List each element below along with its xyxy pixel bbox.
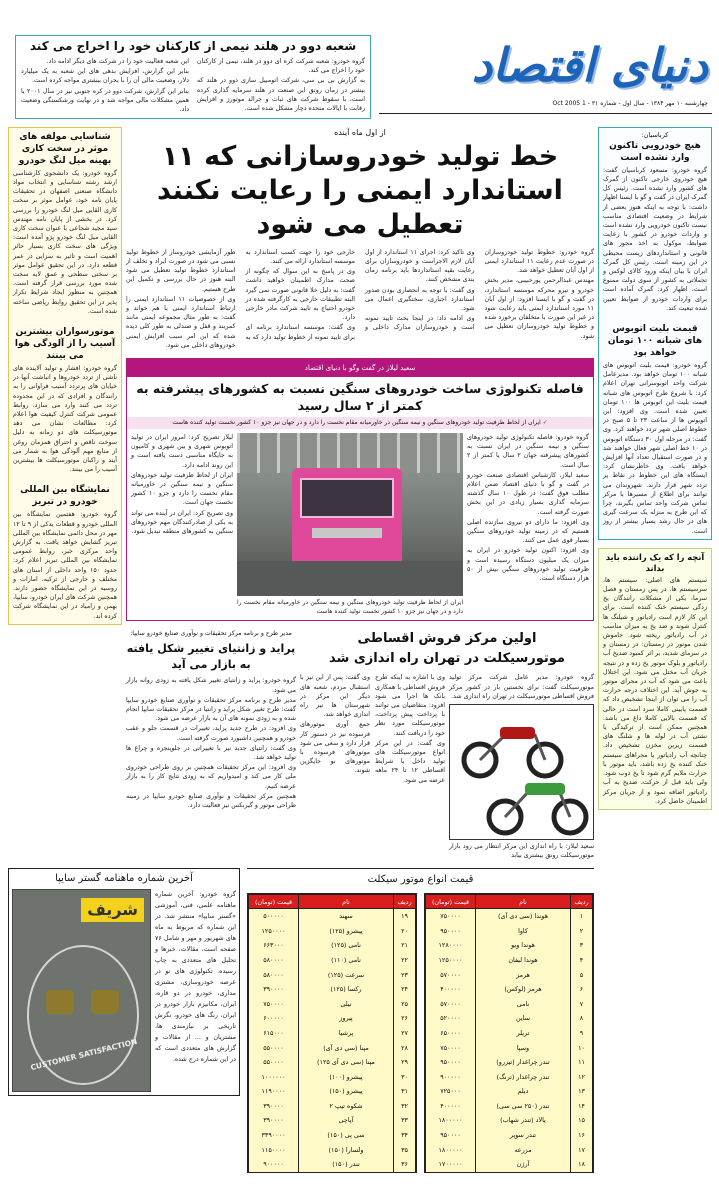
price: ۳۹۰۰۰۰	[249, 1099, 299, 1114]
table-row	[426, 1113, 593, 1128]
row-number: ۲۶	[394, 1011, 416, 1026]
price: ۹۰۰۰۰۰	[426, 1069, 476, 1084]
lead-story	[126, 127, 594, 350]
table-row	[426, 967, 593, 982]
price: ۱۱۵۰۰۰۰	[249, 1142, 299, 1157]
magazine-body: گروه خودرو: آخرین شماره ماهنامه علمی، فنی، آموزشی «گستر سایپا» منتشر شد. در این شماره که مربوط به ماه های شهریور و مهر و شامل ۷۶ صفحه است، مقالات، خبرها و تحلیل های متعددی به چاپ رسیده. تکنولوژی های نو در عرصه خودروسازی، مشتری مداری، خودرو در دو قاره، ایران، مکانیزم بازار خودرو در ایران، رنگ های خودرو، نگرش تاریخی بر نیازمندی ها، مشتریان و ... از مقالات و گزارش های متعددی است که در این شماره درج شده.	[155, 891, 236, 1064]
check-icon: ✓	[540, 418, 548, 426]
magazine-content	[12, 889, 236, 1092]
column-header: قیمت (تومان)	[249, 895, 299, 909]
column-header: نام	[476, 895, 571, 909]
center-column	[126, 127, 594, 861]
paragraph: به گزارش بی بی سی، شرکت اتومبیل سازی دوو در هلند که بیشتر در زمان رونق این صنعت در هلند سرمایه گذاری کرده است، با سقوط شرکت های ثبات و جرالد موتورز و افزایش رقابت با ایالات متحده دچار مشکل شده است.	[197, 77, 365, 113]
model-name: نامی (۱۲۵)	[299, 938, 394, 953]
price: ۴۰۰۰۰۰	[426, 982, 476, 997]
driver-tips-body: سیستم های اصلی: سیستم ها، سرسیستم ها. در پس زمستان و فصل سرما، یکی از مشکلات رانندگان یخ زدگی سیستم خنک کننده است. برای این کار لازم است رادیاتور و شیلنگ ها کنترل شوند و ضد یخ به میزان مناسب در آب رادیاتور ریخته شود. خاموش شدن موتور در زمستان: در زمستان و در سرمای شدید، بر اثر کمبود ضدیخ آب رادیاتور و بلوک موتور یخ زده و در نتیجه جریان آب مختل می شود. این اختلال باعث می شود که آب در مجرای موتور به جوش آید. این اختلاف درجه حرارت آب را می توان از اینجا تشخیص داد که قسمت پایینی کاملا سرد است در حالی که قسمت بالایی کاملا داغ می باشد. همچنین ممکن است از ترکیدگی یا نشتی آب در لوله ها و شلنگ های قسمت زیرین مخزن تشخیص داد. چنانچه آب رادیاتور یا مجراهای سیستم خنک کننده یخ زده باشد، باید موتور با حرارت ملایم گرم شود تا یخ ذوب شود. ولی باید قبل از حرکت، ضدیخ به آب رادیاتور اضافه نمود و از جریان مرکز اطمینان حاصل کرد.	[603, 576, 707, 805]
paragraph: ایران از لحاظ ظرفیت تولید خودروهای سنگین و نیمه سنگین در خاورمیانه مقام نخست را دارد و جزو ۱۰ کشور نخست جهان است.	[131, 471, 233, 507]
row-number: ۲۷	[394, 1026, 416, 1041]
model-name: پیشرو (۱۲۵)	[299, 923, 394, 938]
price: ۵۵۰۰۰۰	[249, 1040, 299, 1055]
table-row	[249, 909, 416, 924]
model-name: آپاچی	[299, 1113, 394, 1128]
model-name: تندر (۲۵۰ سی سی)	[476, 1099, 571, 1114]
model-name: سهند	[299, 909, 394, 924]
model-name: مپنا (سی دی آی ۱۲۵)	[299, 1055, 394, 1070]
table-row	[249, 1026, 416, 1041]
pride-article	[126, 629, 296, 811]
interview-headline: فاصله تکنولوژی ساخت خودروهای سنگین نسبت به کشورهای پیشرفته به کمتر از ۲ سال رسید	[136, 380, 584, 413]
paragraph: وی از خصوصیات ۱۱ استاندارد ایمنی را ارتباط استاندارد ایمنی با هم خواند و گفت: به طور مثال مجموعه ایمنی مانند کمربند و قفل و صندلی به طور کلی دیده شده که این امر سبب افزایش ایمنی خودروهای داخلی می شود.	[126, 295, 236, 349]
paragraph: وی با اشاره به اینکه طرح فروش اقساطی با همکاری بانک ها اجرا می شود افزود: متقاضیان می توانند با پرداخت پیش پرداخت، موتورسیکلت مورد نظر خود را دریافت کنند.	[375, 674, 445, 737]
magazine-cover	[12, 889, 151, 1092]
column-header: ردیف	[571, 895, 593, 909]
price: ۱۸۰۰۰۰۰	[426, 1113, 476, 1128]
photo-block	[237, 433, 463, 616]
row-number: ۳۱	[394, 1084, 416, 1099]
price: ۴۰۰۰۰۰	[426, 1099, 476, 1114]
table-row	[426, 1157, 593, 1172]
row-number: ۲۵	[394, 996, 416, 1011]
car-left	[46, 990, 74, 1014]
row-number: ۲	[571, 923, 593, 938]
paragraph: وی افزود: اکنون تولید خودرو در ایران به میزان یک میلیون دستگاه رسیده است و ظرفیت تولید خودروهای سنگین بیش از ۵۰ هزار دستگاه است.	[467, 547, 589, 582]
row-number: ۶	[571, 982, 593, 997]
pride-headline: پراید و زانتیای تغییر شکل یافته به بازار می آید	[126, 642, 296, 672]
right-column-news	[598, 127, 712, 540]
article-body: گروه خودرو: مسعود کرباسیان گفت: هیچ خودروی خارجی تاکنون از گمرک های کشور وارد نشده است. رئیس کل گمرک ایران در گفت و گو با ایسنا اظهار داشت: با توجه به اینکه هنوز بعضی از شرایط در وضعیت اقتصادی مناسب نیست تاکنون خودرویی وارد نشده است و واردات خودرو در کشور با رعایت ضوابط، موکول به اخذ مجوز های قانونی و استانداردهای زیست محیطی در این زمینه است. رئیس کل گمرک ایران با بیان اینکه ورود کالای لوکس و تجملاتی به کشور از سوی دولت ممنوع است، اظهار کرد: گمرک آماده است برای واردات خودرو از ضوابط تعیین شده تبعیت کند.	[603, 166, 707, 312]
model-name: پیشرو (۱۰۰)	[299, 1069, 394, 1084]
row-number: ۱۲	[571, 1069, 593, 1084]
row-number: ۱۱	[571, 1055, 593, 1070]
paragraph: گروه خودرو: شعبه شرکت کره ای دوو در هلند، نیمی از کارکنان خود را اخراج می کند.	[197, 58, 365, 75]
paragraph: وی گفت: در این مرکز انواع موتورسیکلت های تولید داخل با شرایط اقساطی ۱۲ تا ۲۴ ماهه عرضه می شود.	[375, 739, 445, 784]
price: ۶۱۵۰۰۰	[249, 1026, 299, 1041]
paragraph: وی گفت: موسسه استاندارد برنامه ای برای تایید نمونه از خطوط تولید دارد که به طور آزمایشی خودروساز از خطوط تولید نسبی می شود در صورت ایراد و تخلف از استاندارد خطوط تولید تعطیل می شود البته هنوز در حال بررسی و تکمیل این طرح هستیم.	[126, 248, 355, 341]
price: ۵۷۰۰۰۰	[426, 967, 476, 982]
model-name: مزرعه	[476, 1142, 571, 1157]
pride-body	[126, 676, 296, 810]
interview-lead-text: ایران از لحاظ ظرفیت تولید خودروهای سنگین و نیمه سنگین در خاورمیانه مقام نخست را دارد و در جهان نیز جزو ۱۰ کشور نخست تولید کننده هاست	[172, 418, 541, 426]
paragraph: همچنین مرکز تحقیقات و نوآوری صنایع خودرو سایپا در زمینه طراحی موتور و گیربکس نیز فعالیت دارد.	[126, 792, 296, 809]
paragraph: لیلاز تصریح کرد: امروز ایران در تولید اتوبوس شهری و بین شهری و کامیون به جایگاه مناسبی دست یافته است و این روند ادامه دارد.	[131, 433, 233, 469]
row-number: ۲۸	[394, 1040, 416, 1055]
column-header: ردیف	[394, 895, 416, 909]
table-row	[249, 1055, 416, 1070]
table-row	[426, 1084, 593, 1099]
interview-band: سعید لیلاز در گفت وگو با دنیای اقتصاد	[127, 359, 593, 377]
price: ۱۰۰۰۰۰۰	[249, 1069, 299, 1084]
row-number: ۳۵	[394, 1142, 416, 1157]
model-name: وسپا	[476, 1040, 571, 1055]
price: ۱۸۰۰۰۰۰	[426, 1142, 476, 1157]
row-number: ۱۸	[571, 1157, 593, 1172]
table-row	[249, 996, 416, 1011]
main-row	[8, 127, 712, 1173]
price: ۱۲۸۰۰۰۰	[426, 938, 476, 953]
table-row	[426, 1099, 593, 1114]
paragraph: گروه خودرو: فاصله تکنولوژی تولید خودروهای سنگین و نیمه سنگین در ایران نسبت به کشورهای پیشرفته جهان ۲ سال یا کمتر از ۲ سال است.	[467, 433, 589, 469]
model-name: هوندا لیفان	[476, 953, 571, 968]
moto-article	[300, 629, 594, 860]
model-name: دیلم	[476, 1084, 571, 1099]
paragraph: جمع آوری موتورهای فرسوده نیز در دستور کار قرار دارد و سعی می شود موتورهای فرسوده با موتورهای نو جایگزین شوند.	[300, 721, 370, 775]
paragraph: وی افزود: ما دارای دو نیروی سازنده اصلی هستیم که در زمینه تولید خودروهای سنگین بسیار قوی عمل می کنند.	[467, 518, 589, 545]
price-rule	[247, 868, 594, 869]
cover-logo: شریف	[81, 898, 144, 922]
paragraph: بنابر این گزارش، افزایش بدهی های این شعبه به یک میلیارد دلار، وضعیت مالی آن را با بحران بیشتری مواجه کرده است.	[21, 68, 189, 85]
paragraph: بنابر این گزارش، شرکت دوو در کره جنوبی نیز در سال ۲۰۰۱ با همین مشکلات مالی مواجه شد و در نهایت ورشکستگی وضعیت داد.	[21, 87, 189, 114]
model-name: سی پی (۱۵۰)	[299, 1128, 394, 1143]
row-number: ۹	[571, 1026, 593, 1041]
model-name: پیروز	[299, 1011, 394, 1026]
table-row	[426, 1011, 593, 1026]
paragraph: این شعبه فعالیت خود را در شرکت های دیگر ادامه داد.	[46, 58, 189, 65]
model-name: نامی (۱۱۰)	[299, 953, 394, 968]
price: ۱۱۹۰۰۰۰	[249, 1084, 299, 1099]
table-row	[426, 1040, 593, 1055]
dateline: چهارشنبه ۱۰ مهر ۱۳۸۴ - سال اول - شماره ۳۱ - 1 Oct 2005	[552, 100, 708, 107]
article-body: گروه خودرو: هفتمین نمایشگاه بین المللی خودرو و قطعات یدکی از ۹ تا ۱۲ مهر در محل دائمی نمایشگاه بین المللی تبریز گشایش خواهد یافت. به گزارش واحد مرکزی خبر، روابط عمومی نمایشگاه بین المللی تبریز اعلام کرد: حدود ۱۵۰ واحد داخلی از استان های مختلف و خارجی از ترکیه، امارات و روسیه در این نمایشگاه حضور دارند. همچنین شرکت های ایران خودرو، سایپا، بهمن و زامیاد در این نمایشگاه شرکت کرده اند.	[13, 511, 117, 620]
price: ۵۸۰۰۰۰	[249, 967, 299, 982]
column-header: نام	[299, 895, 394, 909]
moto-body	[300, 673, 445, 784]
price: ۹۵۰۰۰۰	[426, 923, 476, 938]
bottom-row	[8, 868, 594, 1172]
model-name: نامی	[476, 996, 571, 1011]
price: ۱۷۰۰۰۰۰	[426, 1157, 476, 1172]
table-row	[249, 1113, 416, 1128]
article-body: گروه خودرو: قیمت بلیت اتوبوس های شبانه ۱۰۰ تومان خواهد بود. مدیرعامل شرکت واحد اتوبوسرانی تهران اعلام کرد: با شروع طرح اتوبوس های شبانه قیمت بلیت این اتوبوس ها ۱۰۰ تومان تعیین شده است. وی افزود: این اتوبوس ها از ساعت ۲۳ تا ۵ صبح در خطوط اصلی شهر تردد خواهند کرد. وی گفت: در مرحله اول ۳۰ دستگاه اتوبوس در ۱۰ خط اصلی شهر فعال خواهند شد و در صورت استقبال تعداد آنها افزایش خواهد یافت. وی خاطرنشان کرد: ایستگاه های این خطوط در نقاط پر تردد شهر قرار دارند. شهروندان می توانند برای اطلاع از مسیرها با مرکز تماس شرکت واحد تماس بگیرند، چرا که این طرح به منزله یک سرعت گیری های در حال رشد بسیار بیشتر از روز است.	[603, 361, 707, 535]
cover-text: CUSTOMER SATISFACTION	[29, 1037, 139, 1073]
row-number: ۲۴	[394, 982, 416, 997]
table-row	[426, 982, 593, 997]
top-news-headline: شعبه دوو در هلند نیمی از کارکنان خود را اخراج می کند	[29, 39, 357, 53]
table-row	[426, 923, 593, 938]
row-number: ۳۰	[394, 1069, 416, 1084]
paragraph: وی در پاسخ به این سوال که چگونه از صحت مدارک اطمینان خواهید داشت گفت: به دلیل خلا قانونی صورت نمی گیرد البته تطبیقات خارجی به کارگرفته شده در خودرو احتیاج به تایید شرکت مادر خارجی دارد.	[245, 268, 355, 322]
paragraph: مدیر طرح و برنامه مرکز تحقیقات و نوآوری صنایع خودرو سایپا گفت: طرح تغییر شکل پراید و زانتیا در مرکز تحقیقات سایپا انجام شده و به زودی نمونه های آن به بازار عرضه می شود.	[126, 696, 296, 723]
price-section	[247, 868, 594, 1172]
model-name: هرمز (لوکس)	[476, 982, 571, 997]
interview-lead	[127, 417, 593, 429]
price: ۹۰۰۰۰۰	[249, 1157, 299, 1172]
price-table-a	[424, 893, 594, 1172]
row-number: ۱۳	[571, 1084, 593, 1099]
price: ۷۵۰۰۰۰	[426, 1040, 476, 1055]
interview-body-left	[131, 433, 233, 537]
table-row	[426, 909, 593, 924]
table-row	[249, 1128, 416, 1143]
moto-right	[449, 673, 594, 860]
row-number: ۱۰	[571, 1040, 593, 1055]
magazine-box	[8, 868, 240, 1096]
motorcycle-photo	[449, 704, 594, 840]
content-row	[8, 127, 594, 861]
price-table-b	[247, 893, 417, 1172]
article-headline: نمایشگاه بین المللی خودرو در تبریز	[20, 485, 110, 508]
row-number: ۲۲	[394, 953, 416, 968]
table-row	[249, 953, 416, 968]
table-row	[249, 1099, 416, 1114]
bus-body	[292, 468, 402, 563]
lead-headline: خط تولید خودروسازانی که ۱۱ استاندارد ایمنی را رعایت نکنند تعطیل می شود	[157, 140, 563, 240]
row-number: ۲۳	[394, 967, 416, 982]
price: ۶۶۳۰۰۰	[249, 938, 299, 953]
paragraph: گروه خودرو: پراید و زانتیای تغییر شکل یافته به زودی روانه بازار می شود.	[126, 677, 296, 694]
price: ۹۵۰۰۰۰	[426, 1055, 476, 1070]
photo-caption: ایران از لحاظ ظرفیت تولید خودروهای سنگین و نیمه سنگین در خاورمیانه مقام نخست را دارد و در جهان نیز جزو ۱۰ کشور نخست تولید کننده هاست	[237, 598, 463, 616]
table-row	[249, 1084, 416, 1099]
price: ۳۹۰۰۰۰	[249, 982, 299, 997]
price: ۷۲۵۰۰۰	[426, 1084, 476, 1099]
paragraph: وی افزود: در طرح جدید پراید، تغییرات در قسمت جلو و عقب خودرو و همچنین داشبورد صورت گرفته است.	[126, 725, 296, 742]
price: ۵۰۰۰۰۰	[249, 909, 299, 924]
masthead	[379, 35, 712, 114]
price: ۵۵۰۰۰۰	[249, 1055, 299, 1070]
row-number: ۲۹	[394, 1055, 416, 1070]
lead-body	[126, 248, 594, 350]
row-number: ۲۱	[394, 938, 416, 953]
row-number: ۳۳	[394, 1113, 416, 1128]
price: ۱۲۵۰۰۰۰	[426, 953, 476, 968]
article-headline: هیچ خودرویی تاکنون وارد نشده است	[609, 140, 701, 163]
model-name: هوندا ویو	[476, 938, 571, 953]
bus-photo	[237, 433, 463, 596]
lead-kicker: از اول ماه آینده	[334, 127, 386, 137]
table-row	[426, 1142, 593, 1157]
row-number: ۱۶	[571, 1128, 593, 1143]
interview-content	[127, 429, 593, 620]
price: ۳۹۰۰۰۰	[249, 1113, 299, 1128]
paragraph: وی گفت: پس از این نیز با استقبال مردم، شعبه های دیگر این مرکز در شهرستان ها نیز راه اندازی خواهد شد.	[300, 674, 370, 719]
article-kicker: کرباسیان:	[641, 130, 669, 139]
model-name: نیلی	[299, 996, 394, 1011]
pride-kicker: مدیر طرح و برنامه مرکز تحقیقات و نوآوری صنایع خودرو سایپا:	[130, 630, 292, 638]
table-row	[426, 996, 593, 1011]
factory-floor	[237, 561, 463, 596]
table-row	[426, 1026, 593, 1041]
driver-tips-headline: آنچه را که یک راننده باید بداند	[605, 551, 705, 573]
paragraph: سعید لیلاز، کارشناس اقتصادی صنعت خودرو در گفت و گو با دنیای اقتصاد ضمن اعلام مطلب فوق گفت: در طول ۱۰ سال گذشته سرمایه گذاری بسیار زیادی در این بخش صورت گرفته است.	[467, 471, 589, 516]
column-header: قیمت (تومان)	[426, 895, 476, 909]
content-wrap	[8, 127, 594, 1173]
car-right	[91, 990, 119, 1014]
table-row	[249, 967, 416, 982]
paragraph: وی تاکید کرد: اجرای ۱۱ استاندارد از اول آبان لازم الاجراست و خودروسازان برای رعایت بقیه استانداردها باید برنامه زمان بندی مشخص کنند.	[365, 248, 475, 284]
table-row	[249, 982, 416, 997]
row-number: ۴	[571, 953, 593, 968]
model-name: هوندا (سی دی آی)	[476, 909, 571, 924]
row-number: ۵	[571, 967, 593, 982]
price-title: قیمت انواع موتور سیکلت	[367, 874, 474, 886]
row-number: ۱۹	[394, 909, 416, 924]
table-row	[249, 1069, 416, 1084]
interview-body-right	[467, 433, 589, 584]
moto-content	[300, 673, 594, 860]
row-number: ۲۰	[394, 923, 416, 938]
model-name: مپنا (سی دی آی)	[299, 1040, 394, 1055]
masthead-logo: دنیای اقتصاد	[471, 38, 708, 92]
price: ۷۵۰۰۰۰	[249, 996, 299, 1011]
driver-tips-box	[598, 548, 712, 810]
price: ۷۵۰۰۰۰	[426, 909, 476, 924]
header-row	[8, 35, 712, 119]
model-name: ساین	[476, 1011, 571, 1026]
table-row	[426, 1128, 593, 1143]
model-name: تندر چراغدار (ترنگ)	[476, 1069, 571, 1084]
model-name: رکسا (۱۲۵)	[299, 982, 394, 997]
top-news-body	[21, 57, 365, 115]
moto-caption: سعید لیلاز: با راه اندازی این مرکز انتظار می رود بازار موتورسیکلت رونق بیشتری بیابد	[449, 842, 594, 860]
price: ۵۷۰۰۰۰	[426, 996, 476, 1011]
article-headline: شناسایی مولفه های موثر در سخت کاری بهینه میل لنگ خودرو	[18, 131, 112, 166]
price: ۳۳۹۰۰۰۰	[249, 1128, 299, 1143]
interview-box	[126, 358, 594, 621]
paragraph: وی افزود: این مرکز تحقیقات همچنین بر روی طراحی خودروی ملی کار می کند و امیدواریم که به زودی نتایج کار را به بازار عرضه کنیم.	[126, 764, 296, 790]
row-number: ۱۵	[571, 1113, 593, 1128]
magazine-title: آخرین شماره ماهنامه گستر سایپا	[55, 873, 193, 885]
right-column	[598, 127, 712, 810]
moto-headline: اولین مرکز فروش اقساطی موتورسیکلت در تهران راه اندازی شد	[329, 631, 565, 667]
model-name: تندر چراغدار (تیزرو)	[476, 1055, 571, 1070]
motorcycles-image	[450, 705, 593, 839]
model-name: تندر سوپر	[476, 1128, 571, 1143]
price: ۱۲۵۰۰۰۰	[249, 923, 299, 938]
table-row	[249, 1011, 416, 1026]
left-column	[8, 127, 122, 625]
price: ۹۵۰۰۰۰	[426, 1128, 476, 1143]
table-row	[249, 1040, 416, 1055]
price: ۵۸۰۰۰۰	[249, 953, 299, 968]
model-name: تریلر	[476, 1026, 571, 1041]
row-number: ۱۷	[571, 1142, 593, 1157]
table-row	[426, 953, 593, 968]
price-tables	[247, 893, 594, 1172]
row-number: ۳۶	[394, 1157, 416, 1172]
paragraph: وی ادامه داد: در اینجا بحث تایید نمونه است و خودروسازان مدارک داخلی و خارجی خود را جهت کسب استاندارد به موسسه استاندارد ارائه می کنند.	[245, 248, 475, 332]
paragraph: وی تصریح کرد: ایران در آینده می تواند به یکی از صادرکنندگان مهم خودروهای سنگین به کشورهای منطقه تبدیل شود.	[131, 509, 233, 535]
moto-body-right: گروه خودرو: مدیر عامل شرکت مرکز تولید موتورسیکلت گفت: برای نخستین بار در کشور مرکز فروش اقساطی موتورسیکلت در تهران راه اندازی شد.	[449, 674, 594, 700]
bottom-articles	[126, 629, 594, 860]
price: ۵۲۰۰۰۰	[426, 1011, 476, 1026]
table-row	[426, 1055, 593, 1070]
article-body: گروه خودرو: یک دانشجوی کارشناسی ارشد رشته شناسایی و انتخاب مواد دانشگاه صنعتی اصفهان در تحقیقات پایان نامه خود، عوامل موثر بر سخت کاری القایی میل لنگ خودرو را بررسی کرد. در بخشی از پایان نامه مهندس سید مجید شجاعی با عنوان سخت کاری القایی میل لنگ خودرو پژو آمده است: ویژگی های سخت کاری بسیار حائز اهمیت است و تاثیر به سزایی در عمر قطعه دارد. در این تحقیق عوامل موثر بر سختی سطحی و عمق لایه سخت شده مورد بررسی قرار گرفته است. همچنین به منظور ایجاد شرایط تکرار پذیر در این تحقیق روابط ریاضی ساخته شده است.	[13, 169, 117, 315]
model-name: تندر (۱۵۰)	[299, 1157, 394, 1172]
article-headline: موتورسواران بیشترین آسیب را از آلودگی هوا می بینند	[14, 326, 116, 361]
table-row	[426, 938, 593, 953]
model-name: شکوه تیپ ۲	[299, 1099, 394, 1114]
model-name: کاوا	[476, 923, 571, 938]
row-number: ۷	[571, 996, 593, 1011]
model-name: آرژن	[476, 1157, 571, 1172]
table-row	[249, 938, 416, 953]
model-name: سرعت (۱۲۵)	[299, 967, 394, 982]
factory-frame	[237, 433, 463, 473]
row-number: ۳۲	[394, 1099, 416, 1114]
table-row	[249, 923, 416, 938]
paragraph: مهندس عبدالرحمن پورحبیبی، مدیر بخش خودرو و نیرو محرکه موسسه استاندارد، در گفت و گو با ایسنا افزود: از اول آبان ۱۱ مورد استاندارد ایمنی باید رعایت شود در غیر این صورت با متخلفان برخورد شده و خطوط تولید خودروسازان تعطیل می شود.	[484, 277, 594, 340]
row-number: ۳۴	[394, 1128, 416, 1143]
row-number: ۳	[571, 938, 593, 953]
paragraph: گروه خودرو: خطوط تولید خودروسازان در صورت عدم رعایت ۱۱ استاندارد ایمنی از اول آبان تعطیل خواهد شد.	[484, 248, 594, 275]
row-number: ۱	[571, 909, 593, 924]
row-number: ۱۴	[571, 1099, 593, 1114]
paragraph: وی گفت: زانتیای جدید نیز با تغییراتی در جلوپنجره و چراغ ها تولید خواهد شد.	[126, 744, 296, 761]
model-name: پرشیا	[299, 1026, 394, 1041]
top-news-box	[15, 35, 371, 119]
row-number: ۸	[571, 1011, 593, 1026]
model-name: ولسارا (۱۵۰)	[299, 1142, 394, 1157]
model-name: پالاد (تندر شهاب)	[476, 1113, 571, 1128]
paragraph: وی گفت: با توجه به انحصاری بودن صدور استاندارد اجباری، سختگیری اعمال می شود.	[365, 286, 475, 312]
price: ۶۵۰۰۰۰	[426, 1026, 476, 1041]
model-name: هرمز	[476, 967, 571, 982]
article-body: گروه خودرو: افشار و تولید آلاینده های ناشی از تردد خودروها و انباشت آنها در خیابان های پرتردد آسیب فراوانی را به رانندگان و افرادی که در این محدوده تردد می کنند وارد می سازد. روابط عمومی شرکت کنترل کیفیت هوا اعلام کرد: مطالعات نشان می دهد موتورسیکلت های دو زمانه به دلیل سوخت ناقص و احتراق همزمان روغن از منابع مهم آلودگی هوا به شمار می آیند و راکبان موتورسیکلت ها بیشترین آسیب را می بینند.	[13, 364, 117, 474]
table-row	[426, 1069, 593, 1084]
model-name: پیشرو (۱۵۰)	[299, 1084, 394, 1099]
price: ۶۰۰۰۰۰	[249, 1011, 299, 1026]
table-row	[249, 1142, 416, 1157]
article-headline: قیمت بلیت اتوبوس های شبانه ۱۰۰ تومان خواهد بود	[607, 323, 703, 358]
table-row	[249, 1157, 416, 1172]
